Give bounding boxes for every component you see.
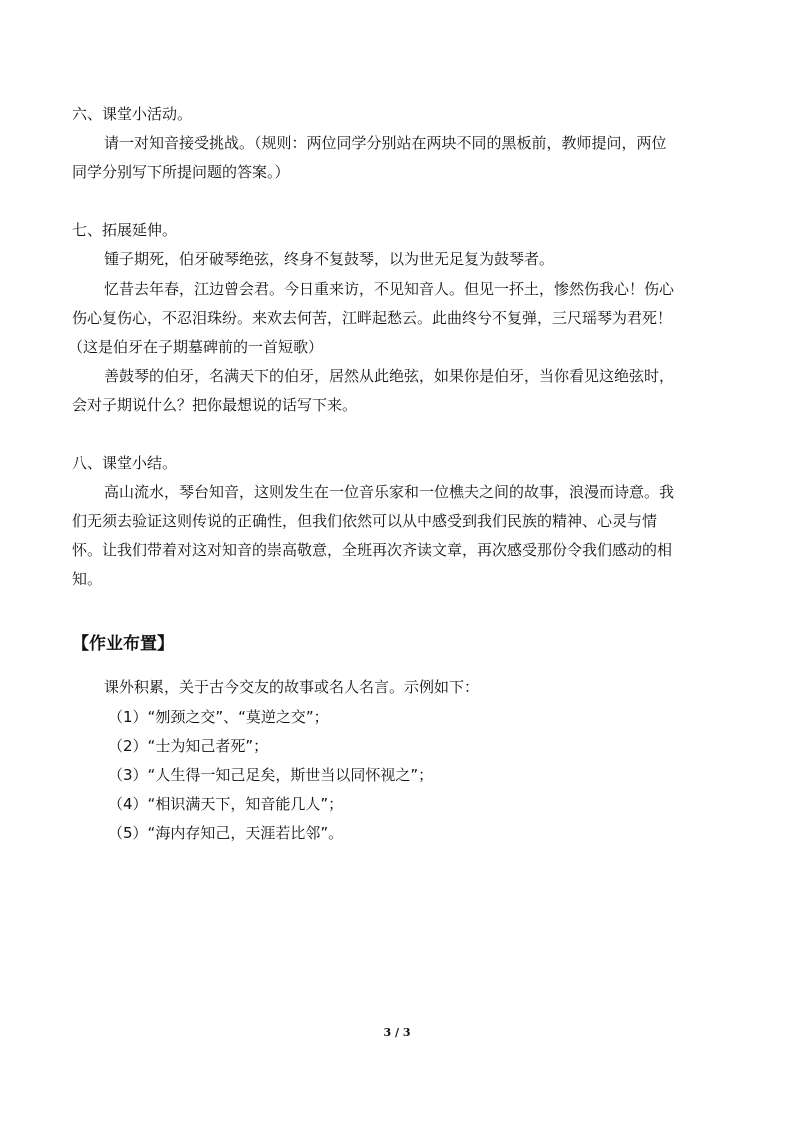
section-7-title: 七、拓展延伸。 bbox=[72, 221, 178, 239]
section-6-title: 六、课堂小活动。 bbox=[72, 105, 193, 123]
section-8-line-3: 怀。让我们带着对这对知音的崇高敬意，全班再次齐读文章，再次感受那份令我们感动的相 bbox=[72, 541, 673, 559]
homework-item: （1）“刎颈之交”、“莫逆之交”； bbox=[108, 708, 329, 726]
section-8-line-4: 知。 bbox=[72, 570, 103, 588]
section-7-poem-line-1: 忆昔去年春，江边曾会君。今日重来访，不见知音人。但见一抔土，惨然伤我心！伤心 bbox=[104, 280, 675, 298]
section-8-line-2: 们无须去验证这则传说的正确性，但我们依然可以从中感受到我们民族的精神、心灵与情 bbox=[72, 512, 658, 530]
section-6-line-1: 请一对知音接受挑战。（规则：两位同学分别站在两块不同的黑板前，教师提问，两位 bbox=[104, 134, 667, 152]
homework-item: （2）“士为知己者死”； bbox=[108, 737, 269, 755]
section-8-line-1: 高山流水，琴台知音，这则发生在一位音乐家和一位樵夫之间的故事，浪漫而诗意。我 bbox=[104, 483, 675, 501]
section-7-poem-line-2: 伤心复伤心，不忍泪珠纷。来欢去何苦，江畔起愁云。此曲终兮不复弹，三尺瑶琴为君死！ bbox=[72, 309, 673, 327]
section-8-title: 八、课堂小结。 bbox=[72, 454, 178, 472]
homework-item: （4）“相识满天下，知音能几人”； bbox=[108, 795, 344, 813]
section-7-poem-note: （这是伯牙在子期墓碑前的一首短歌） bbox=[68, 338, 324, 356]
homework-item: （5）“海内存知己，天涯若比邻”。 bbox=[108, 824, 344, 842]
homework-title: 【作业布置】 bbox=[72, 634, 174, 654]
homework-item: （3）“人生得一知己足矣，斯世当以同怀视之”； bbox=[108, 766, 434, 784]
section-7-paragraph-3-line-2: 会对子期说什么？把你最想说的话写下来。 bbox=[72, 396, 358, 414]
section-6-line-2: 同学分别写下所提问题的答案。） bbox=[72, 163, 290, 181]
section-7-paragraph-3-line-1: 善鼓琴的伯牙，名满天下的伯牙，居然从此绝弦，如果你是伯牙，当你看见这绝弦时， bbox=[104, 367, 675, 385]
homework-intro: 课外积累，关于古今交友的故事或名人名言。示例如下： bbox=[104, 678, 480, 696]
section-7-paragraph-1: 锺子期死，伯牙破琴绝弦，终身不复鼓琴，以为世无足复为鼓琴者。 bbox=[104, 250, 555, 268]
page-number: 3 / 3 bbox=[383, 1026, 411, 1039]
